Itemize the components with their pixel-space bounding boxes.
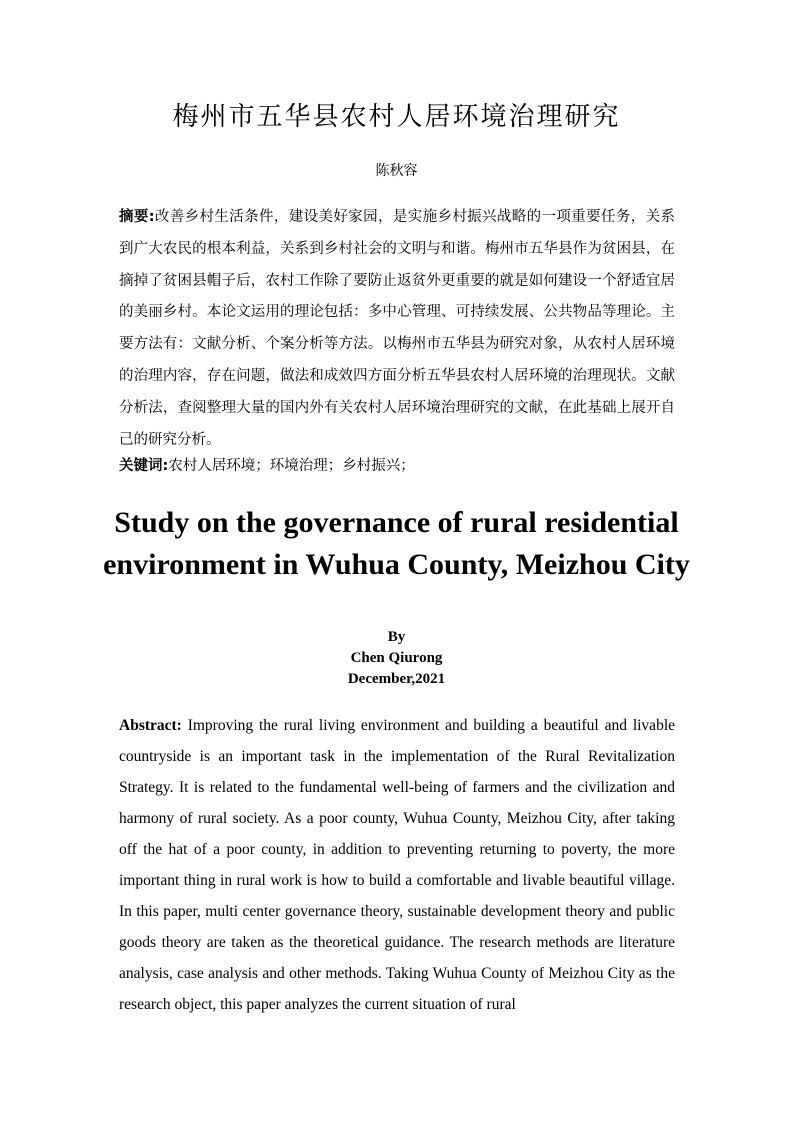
chinese-abstract-label: 摘要: bbox=[119, 209, 155, 225]
english-abstract-label: Abstract: bbox=[119, 717, 182, 734]
english-author: Chen Qiurong bbox=[350, 650, 443, 666]
english-abstract bbox=[119, 710, 675, 1020]
chinese-title: 梅州市五华县农村人居环境治理研究 bbox=[172, 102, 621, 132]
english-date: December,2021 bbox=[347, 671, 446, 687]
chinese-abstract bbox=[119, 202, 675, 456]
chinese-keywords-text: 农村人居环境；环境治理；乡村振兴； bbox=[168, 458, 415, 474]
english-abstract-text: Improving the rural living environment and building a beautiful and livable countryside is an important task in the implementation of the Rural Revitalization Strategy. It is related to the fundamental well-being of farmers and the civilization and harmony of rural society. As a poor county, Wuhua County, Meizhou City, after taking off the hat of a poor county, in addition to preventing returning to poverty, the more important thing in rural work is how to build a comfortable and livable beautiful village. In this paper, multi center governance theory, sustainable development theory and public goods theory are taken as the theoretical guidance. The research methods are literature analysis, case analysis and other methods. Taking Wuhua County of Meizhou City as the research object, this paper analyzes the current situation of rural bbox=[119, 717, 675, 1013]
english-title: Study on the governance of rural residential environment in Wuhua County, Meizhou City bbox=[103, 506, 690, 581]
chinese-keywords bbox=[119, 452, 675, 480]
chinese-author: 陈秋容 bbox=[375, 163, 418, 179]
chinese-keywords-label: 关键词: bbox=[119, 458, 169, 474]
english-by: By bbox=[387, 629, 406, 645]
chinese-abstract-text: 改善乡村生活条件，建设美好家园，是实施乡村振兴战略的一项重要任务，关系到广大农民的根本利益，关系到乡村社会的文明与和谐。梅州市五华县作为贫困县，在摘掉了贫困县帽子后，农村工作除了要防止返贫外更重要的就是如何建设一个舒适宜居的美丽乡村。本论文运用的理论包括：多中心管理、可持续发展、公共物品等理论。主要方法有：文献分析、个案分析等方法。以梅州市五华县为研究对象，从农村人居环境的治理内容，存在问题，做法和成效四方面分析五华县农村人居环境的治理现状。文献分析法，查阅整理大量的国内外有关农村人居环境治理研究的文献，在此基础上展开自己的研究分析。 bbox=[119, 209, 675, 448]
